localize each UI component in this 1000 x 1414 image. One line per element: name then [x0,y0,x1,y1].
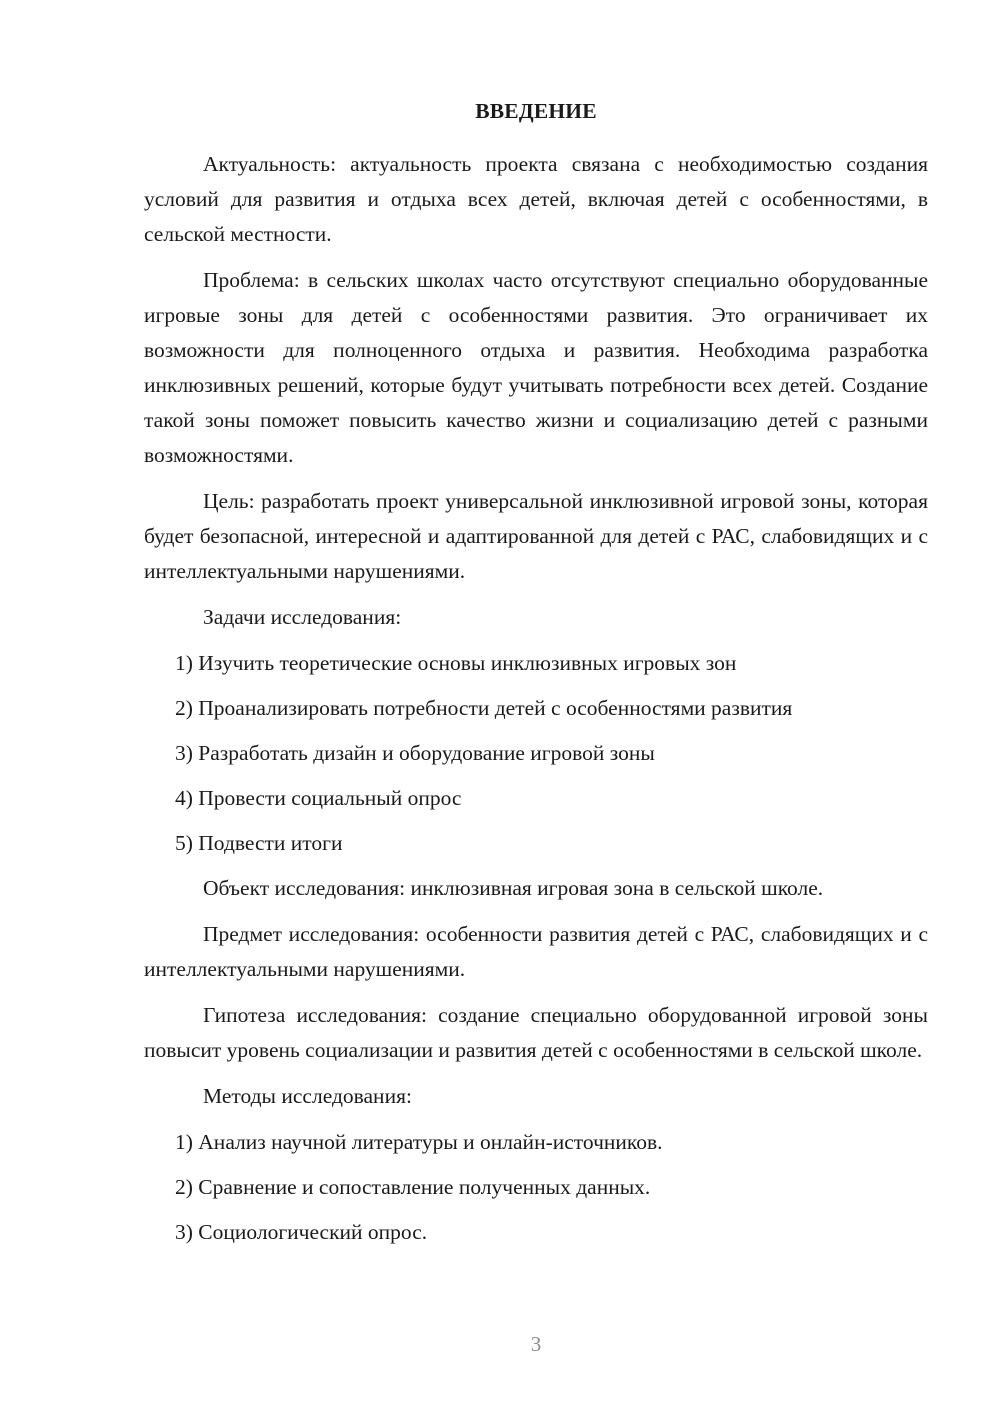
task-item: 2) Проанализировать потребности детей с особенностями развития [175,696,793,720]
methods-list [144,1125,928,1250]
document-page [144,96,928,1260]
object-paragraph: Объект исследования: инклюзивная игровая зона в сельской школе. [203,876,824,900]
task-item: 4) Провести социальный опрос [175,786,462,810]
task-item: 3) Разработать дизайн и оборудование игровой зоны [175,741,655,765]
method-item: 2) Сравнение и сопоставление полученных данных. [175,1175,651,1199]
task-item: 5) Подвести итоги [175,831,343,855]
method-item: 3) Социологический опрос. [175,1220,428,1244]
page-number: 3 [530,1332,542,1356]
method-item: 1) Анализ научной литературы и онлайн-источников. [175,1130,663,1154]
tasks-list [144,646,928,861]
methods-heading: Методы исследования: [203,1084,412,1108]
tasks-heading: Задачи исследования: [203,605,402,629]
problem-paragraph: Проблема: в сельских школах часто отсутствуют специально оборудованные игровые зоны для детей с особенностями развития. Это ограничивает их возможности для полноценного отдыха и развития. Необходима разработка инклюзивных решений, которые будут учитывать потребности всех детей. Создание такой зоны поможет повысить качество жизни и социализацию детей с разными возможностями. [144,268,928,467]
hypothesis-paragraph: Гипотеза исследования: создание специально оборудованной игровой зоны повысит уровень социализации и развития детей с особенностями в сельской школе. [144,1003,928,1062]
subject-paragraph: Предмет исследования: особенности развития детей с РАС, слабовидящих и с интеллектуальными нарушениями. [144,922,928,981]
task-item: 1) Изучить теоретические основы инклюзивных игровых зон [175,651,737,675]
actuality-paragraph: Актуальность: актуальность проекта связана с необходимостью создания условий для развития и отдыха всех детей, включая детей с особенностями, в сельской местности. [144,152,928,246]
section-title: ВВЕДЕНИЕ [475,99,597,123]
goal-paragraph: Цель: разработать проект универсальной инклюзивной игровой зоны, которая будет безопасной, интересной и адаптированной для детей с РАС, слабовидящих и с интеллектуальными нарушениями. [144,489,928,583]
